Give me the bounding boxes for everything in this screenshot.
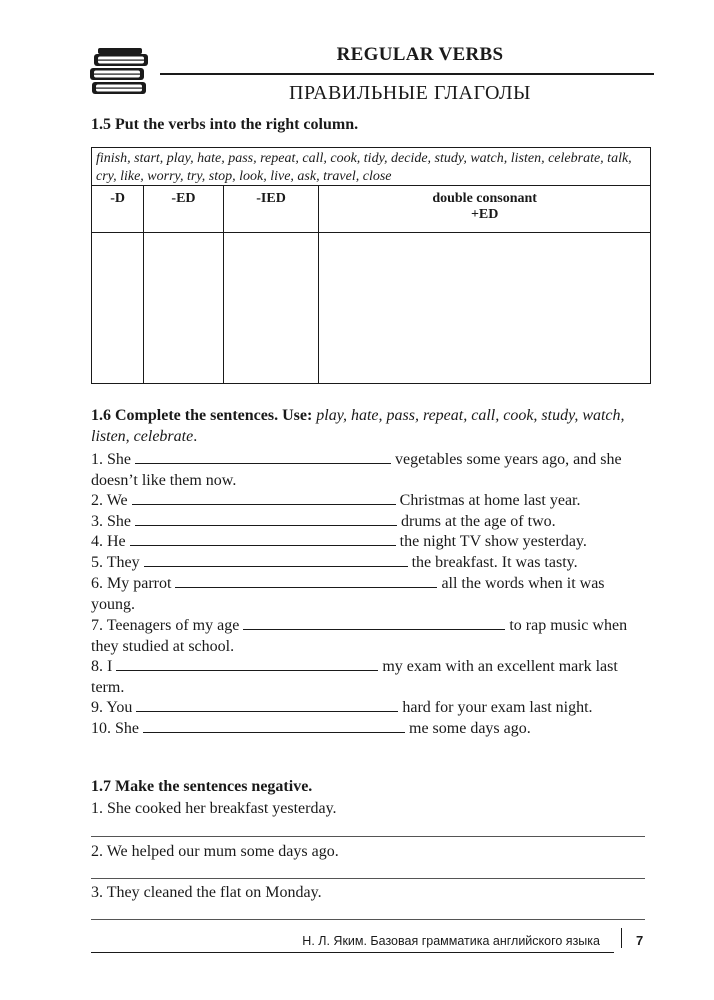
- word-bank: finish, start, play, hate, pass, repeat, call, cook, tidy, decide, study, watch, listen, celebrate, talk, cry, like, worry, try, stop, look, live, ask, travel, close: [91, 147, 651, 185]
- blank-10[interactable]: [143, 718, 405, 733]
- footer-rule: [91, 952, 614, 953]
- sentence-9: 9. You hard for your exam last night.: [91, 699, 593, 716]
- answer-cell-double-consonant[interactable]: [319, 233, 651, 384]
- column-header-ied: -IED: [223, 186, 319, 233]
- negative-sentence-1: 1. She cooked her breakfast yesterday.: [91, 800, 337, 817]
- blank-1[interactable]: [135, 449, 391, 464]
- sentence-10: 10. She me some days ago.: [91, 720, 531, 737]
- sentence-4: 4. He the night TV show yesterday.: [91, 533, 587, 550]
- verb-columns-table: [91, 185, 651, 384]
- blank-5[interactable]: [144, 552, 408, 567]
- answer-cell-d[interactable]: [92, 233, 144, 384]
- page-number: 7: [636, 933, 644, 948]
- answer-line-3[interactable]: [91, 919, 645, 920]
- blank-6[interactable]: [175, 573, 437, 588]
- books-icon: [88, 46, 150, 96]
- answer-cell-ied[interactable]: [223, 233, 319, 384]
- column-header-double-consonant: double consonant +ED: [319, 186, 651, 233]
- answer-cell-ed[interactable]: [144, 233, 224, 384]
- blank-4[interactable]: [130, 531, 396, 546]
- blank-3[interactable]: [135, 511, 397, 526]
- column-header-d: -D: [92, 186, 144, 233]
- footer-separator: [621, 928, 622, 948]
- footer-text: Н. Л. Яким. Базовая грамматика английского языка: [302, 934, 600, 948]
- page-subtitle: ПРАВИЛЬНЫЕ ГЛАГОЛЫ: [289, 82, 531, 104]
- title-rule: [160, 73, 654, 75]
- page-title: REGULAR VERBS: [336, 44, 504, 65]
- task-1-7-heading: 1.7 Make the sentences negative.: [91, 778, 313, 795]
- answer-line-1[interactable]: [91, 836, 645, 837]
- sentence-3: 3. She drums at the age of two.: [91, 513, 556, 530]
- task-1-6-heading: 1.6 Complete the sentences. Use: play, hate, pass, repeat, call, cook, study, watch, listen, celebrate.: [91, 407, 625, 445]
- sentence-1: 1. She vegetables some years ago, and she doesn’t like them now.: [91, 451, 622, 489]
- task-1-5-heading: 1.5 Put the verbs into the right column.: [91, 116, 359, 133]
- sentence-5: 5. They the breakfast. It was tasty.: [91, 554, 578, 571]
- sentence-2: 2. We Christmas at home last year.: [91, 492, 581, 509]
- answer-line-2[interactable]: [91, 878, 645, 879]
- column-header-ed: -ED: [144, 186, 224, 233]
- blank-7[interactable]: [243, 615, 505, 630]
- sentence-6: 6. My parrot all the words when it was young.: [91, 575, 605, 613]
- negative-sentence-3: 3. They cleaned the flat on Monday.: [91, 884, 322, 901]
- blank-9[interactable]: [136, 697, 398, 712]
- sentence-8: 8. I my exam with an excellent mark last term.: [91, 658, 618, 696]
- negative-sentence-2: 2. We helped our mum some days ago.: [91, 843, 339, 860]
- blank-8[interactable]: [116, 656, 378, 671]
- sentence-7: 7. Teenagers of my age to rap music when they studied at school.: [91, 617, 628, 655]
- blank-2[interactable]: [132, 490, 396, 505]
